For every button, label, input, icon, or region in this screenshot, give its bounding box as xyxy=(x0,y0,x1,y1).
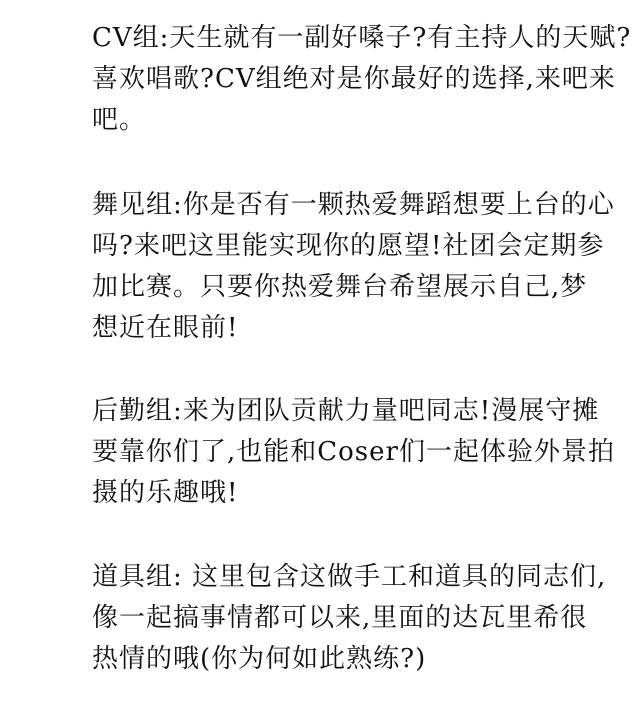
text-line: CV组:天生就有一副好嗓子?有主持人的天赋? xyxy=(92,23,632,53)
text-line: 道具组: 这里包含这做手工和道具的同志们, xyxy=(92,562,607,592)
text-line: 加比赛。只要你热爱舞台希望展示自己,梦 xyxy=(92,272,588,302)
logistics-group-paragraph xyxy=(92,391,632,514)
text-line: 舞见组:你是否有一颗热爱舞蹈想要上台的心 xyxy=(92,190,615,220)
text-line: 摄的乐趣哦! xyxy=(92,478,239,508)
props-group-paragraph xyxy=(92,557,632,680)
text-line: 像一起搞事情都可以来,里面的达瓦里希很 xyxy=(92,603,588,633)
text-line: 热情的哦(你为何如此熟练?) xyxy=(92,644,427,674)
text-line: 要靠你们了,也能和Coser们一起体验外景拍 xyxy=(92,437,615,467)
text-line: 吗?来吧这里能实现你的愿望!社团会定期参 xyxy=(92,231,605,261)
dance-group-paragraph xyxy=(92,185,632,349)
text-line: 后勤组:来为团队贡献力量吧同志!漫展守摊 xyxy=(92,396,600,426)
text-line: 吧。 xyxy=(92,105,147,135)
document-body xyxy=(92,18,632,722)
text-line: 喜欢唱歌?CV组绝对是你最好的选择,来吧来 xyxy=(92,64,616,94)
text-line: 想近在眼前! xyxy=(92,313,239,343)
cv-group-paragraph xyxy=(92,18,632,141)
